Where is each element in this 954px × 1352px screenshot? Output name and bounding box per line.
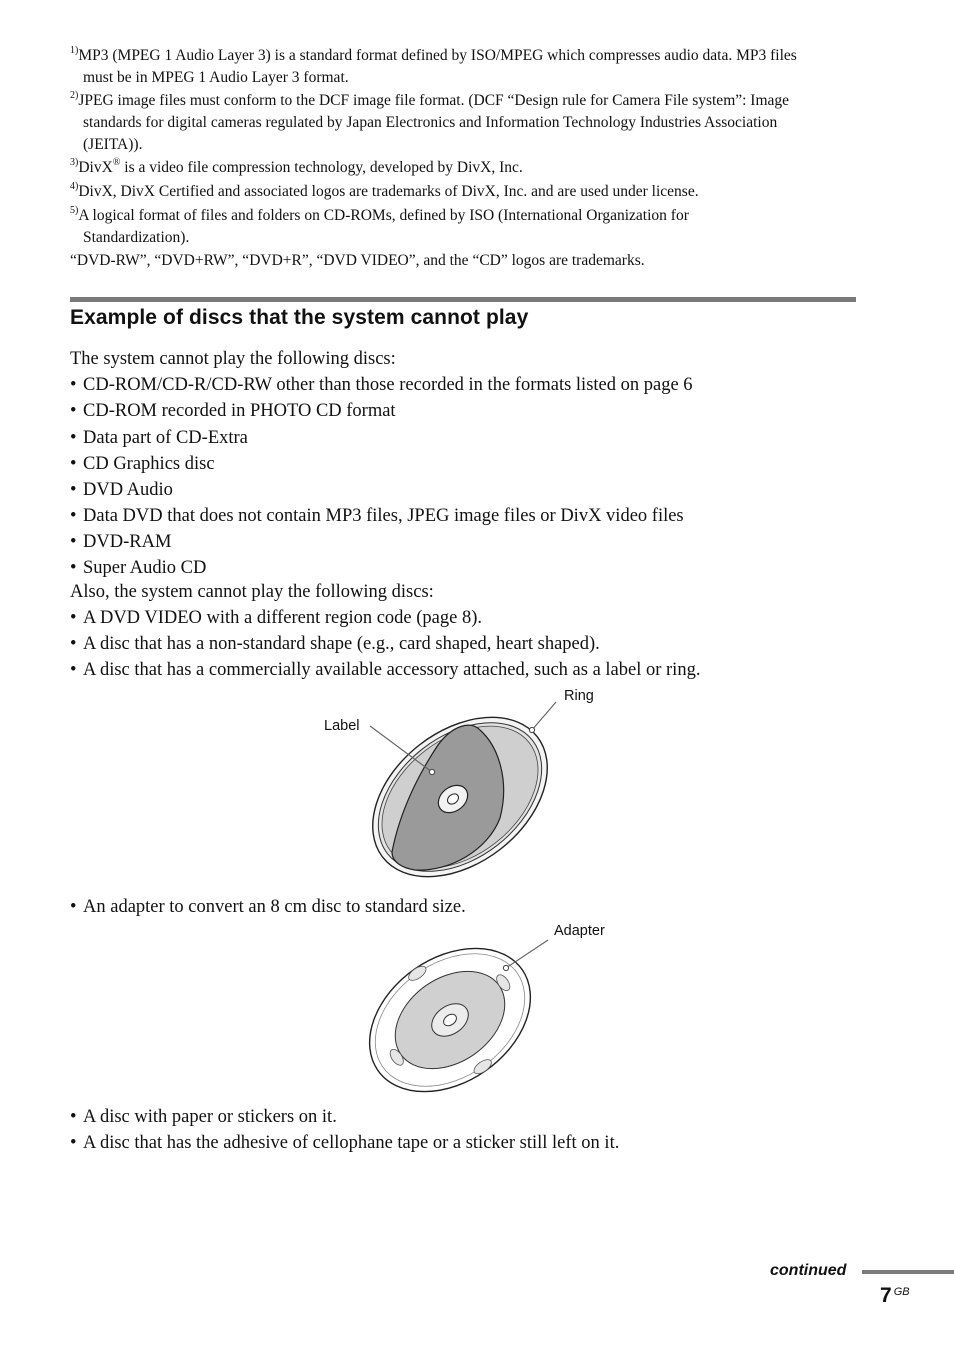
footnote-text: (JEITA)). xyxy=(83,136,143,153)
list-item: • Data DVD that does not contain MP3 files, JPEG image files or DivX video files xyxy=(70,506,684,526)
footnote-marker: 1) xyxy=(70,45,79,56)
also-text: Also, the system cannot play the following discs: xyxy=(70,582,434,602)
footnote-text: DivX, DivX Certified and associated logos are trademarks of DivX, Inc. and are used under license. xyxy=(78,183,699,200)
list-item: • Data part of CD-Extra xyxy=(70,428,248,448)
list-item: • CD Graphics disc xyxy=(70,454,215,474)
registered-mark: ® xyxy=(112,157,121,168)
list-item: • A disc that has the adhesive of cellophane tape or a sticker still left on it. xyxy=(70,1133,620,1153)
footnote-marker: 2) xyxy=(70,90,79,101)
ring-callout: Ring xyxy=(564,688,594,704)
section-rule xyxy=(70,297,856,302)
footnote-text: is a video file compression technology, developed by DivX, Inc. xyxy=(120,159,523,176)
disc-with-label-ring-illustration xyxy=(360,700,560,885)
page-suffix: GB xyxy=(893,1286,910,1298)
trademark-note: “DVD-RW”, “DVD+RW”, “DVD+R”, “DVD VIDEO”, and the “CD” logos are trademarks. xyxy=(70,252,645,269)
list-item: • Super Audio CD xyxy=(70,558,207,578)
footnote-text: JPEG image files must conform to the DCF image file format. (DCF “Design rule for Camera File system”: Image xyxy=(78,92,790,109)
page-number: 7 $^{GB}$ xyxy=(880,1284,910,1307)
footnote-text: standards for digital cameras regulated by Japan Electronics and Information Technology Industries Association xyxy=(83,114,778,131)
list-item: • DVD Audio xyxy=(70,480,173,500)
footnote-text: MP3 (MPEG 1 Audio Layer 3) is a standard format defined by ISO/MPEG which compresses audio data. MP3 files xyxy=(78,47,797,64)
footnote-marker: 4) xyxy=(70,181,79,192)
footnote-4 xyxy=(70,181,870,203)
list-item: • CD-ROM recorded in PHOTO CD format xyxy=(70,401,396,421)
adapter-callout: Adapter xyxy=(554,923,605,939)
footnote-marker: 3) xyxy=(70,157,79,168)
footnote-3 xyxy=(70,157,870,179)
list-item: • An adapter to convert an 8 cm disc to standard size. xyxy=(70,897,466,917)
footnote-1 xyxy=(70,45,870,89)
label-callout: Label xyxy=(324,718,360,734)
disc-adapter-illustration xyxy=(360,930,560,1095)
list-item: • A disc that has a commercially available accessory attached, such as a label or ring. xyxy=(70,660,701,680)
footnote-text: Standardization). xyxy=(83,229,190,246)
list-item: • CD-ROM/CD-R/CD-RW other than those recorded in the formats listed on page 6 xyxy=(70,375,693,395)
section-title: Example of discs that the system cannot play xyxy=(70,306,529,329)
list-item: • A disc that has a non-standard shape (e.g., card shaped, heart shaped). xyxy=(70,634,600,654)
continued-bar xyxy=(862,1270,954,1274)
continued-label: continued xyxy=(770,1262,847,1279)
footnote-text: DivX xyxy=(78,159,113,176)
intro-text: The system cannot play the following discs: xyxy=(70,349,396,369)
footnote-marker: 5) xyxy=(70,205,79,216)
list-item: • DVD-RAM xyxy=(70,532,172,552)
list-item: • A DVD VIDEO with a different region code (page 8). xyxy=(70,608,483,628)
footnote-text: A logical format of files and folders on CD-ROMs, defined by ISO (International Organization for xyxy=(78,207,689,224)
list-item: • A disc with paper or stickers on it. xyxy=(70,1107,337,1127)
footnote-text: must be in MPEG 1 Audio Layer 3 format. xyxy=(83,69,349,86)
footnote-5 xyxy=(70,205,870,249)
footnote-2 xyxy=(70,90,870,156)
